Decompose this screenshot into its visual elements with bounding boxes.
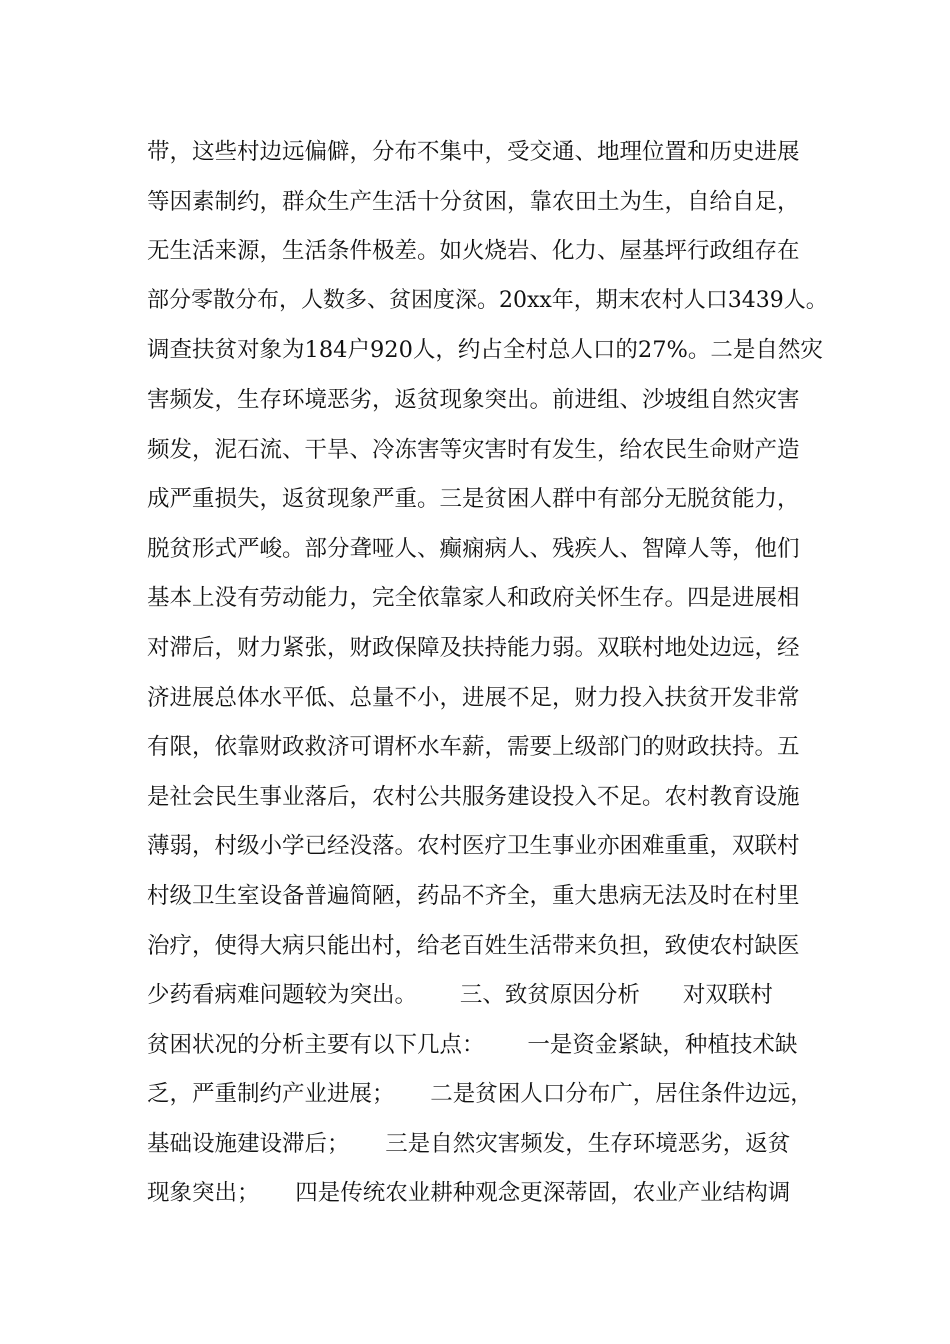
text-line: 基础设施建设滞后； 三是自然灾害频发，生存环境恶劣，返贫 [147,1130,791,1157]
text-line: 脱贫形式严峻。部分聋哑人、癫痫病人、残疾人、智障人等，他们 [147,535,800,562]
text-line: 是社会民生事业落后，农村公共服务建设投入不足。农村教育设施 [147,783,800,810]
text-line: 治疗，使得大病只能出村，给老百姓生活带来负担，致使农村缺医 [147,932,800,959]
text-line: 调查扶贫对象为184户920人，约占全村总人口的27%。二是自然灾 [147,337,823,364]
text-line: 现象突出； 四是传统农业耕种观念更深蒂固，农业产业结构调 [147,1180,791,1207]
text-line: 村级卫生室设备普遍简陋，药品不齐全，重大患病无法及时在村里 [147,882,800,909]
text-line: 成严重损失，返贫现象严重。三是贫困人群中有部分无脱贫能力， [147,486,800,513]
text-line: 害频发，生存环境恶劣，返贫现象突出。前进组、沙坡组自然灾害 [147,386,800,413]
text-line: 济进展总体水平低、总量不小，进展不足，财力投入扶贫开发非常 [147,684,800,711]
text-line: 有限，依靠财政救济可谓杯水车薪，需要上级部门的财政扶持。五 [147,734,800,761]
text-line: 少药看病难问题较为突出。 三、致贫原因分析 对双联村 [147,982,773,1009]
text-line: 乏，严重制约产业进展； 二是贫困人口分布广，居住条件边远， [147,1081,813,1108]
text-line: 等因素制约，群众生产生活十分贫困，靠农田土为生，自给自足， [147,188,800,215]
text-line: 薄弱，村级小学已经没落。农村医疗卫生事业亦困难重重，双联村 [147,833,800,860]
text-line: 无生活来源，生活条件极差。如火烧岩、化力、屋基坪行政组存在 [147,238,800,265]
text-line: 带，这些村边远偏僻，分布不集中，受交通、地理位置和历史进展 [147,139,800,165]
text-line: 频发，泥石流、干旱、冷冻害等灾害时有发生，给农民生命财产造 [147,436,800,463]
text-line: 贫困状况的分析主要有以下几点： 一是资金紧缺，种植技术缺 [147,1031,798,1058]
body-text [147,132,827,1223]
text-line: 部分零散分布，人数多、贫困度深。20xx年，期末农村人口3439人。 [147,287,828,313]
text-line: 基本上没有劳动能力，完全依靠家人和政府关怀生存。四是进展相 [147,585,800,612]
text-line: 对滞后，财力紧张，财政保障及扶持能力弱。双联村地处边远，经 [147,634,800,661]
